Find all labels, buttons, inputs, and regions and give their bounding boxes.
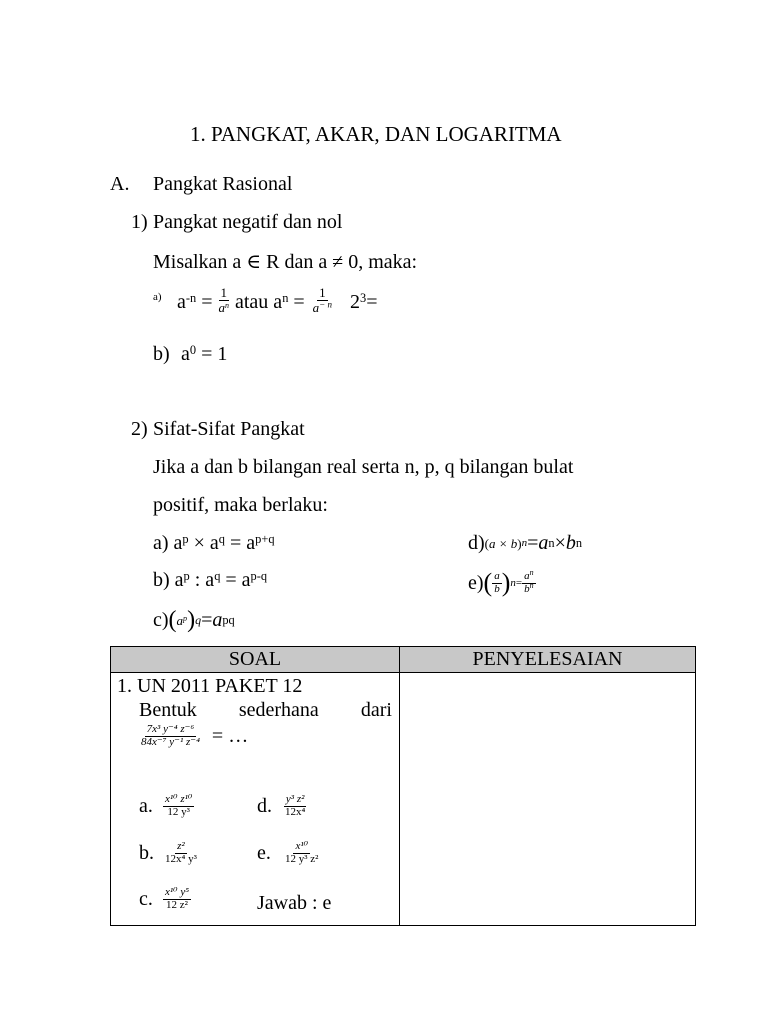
subsection-1-number: 1) — [131, 211, 148, 233]
option-d: d. $\frac{\text{y³ z²}}{\text{12x⁴}}$ — [257, 793, 306, 818]
option-a: a. $\frac{\text{x¹⁰ z¹⁰}}{\text{12 y³}}$ — [139, 793, 193, 818]
rule-b-formula: $a^0 = 1$ — [181, 342, 228, 365]
not-equal-symbol: ≠ — [332, 251, 344, 273]
sub2-line-2: positif, maka berlaku: — [153, 494, 328, 516]
solution-cell[interactable] — [400, 673, 696, 926]
subsection-1-title: Pangkat negatif dan nol — [153, 211, 343, 233]
option-c: c. $\frac{\text{x¹⁰ y⁵}}{\text{12 z²}}$ — [139, 886, 190, 911]
question-cell — [111, 673, 400, 926]
rule-a-formula: $a^{-n}$ = $\frac{1}{a^n}$ atau $a^n$ = $\frac{1}{a^{- n}}$ $2^3=$ — [177, 285, 378, 315]
property-b: b) $a^p$ : $a^q = a^{p-q}$ — [153, 568, 268, 591]
property-d: d) ( a × b ) n = a n × b n — [468, 532, 583, 554]
fraction-one-over-a-minus-n: $\frac{1}{a^{- n}}$ — [312, 285, 332, 315]
answer-text: Jawab : e — [257, 892, 332, 914]
subsection-2-number: 2) — [131, 418, 148, 440]
section-letter: A. — [110, 173, 130, 195]
sub1-intro: Misalkan a ∈ R dan a ≠ 0, maka: — [153, 251, 418, 273]
fraction-an-over-bn: $\frac{a^n}{b^n}$ — [524, 567, 534, 595]
fraction-one-over-a-n: $\frac{1}{a^n}$ — [218, 285, 229, 315]
question-title: 1. UN 2011 PAKET 12 — [117, 675, 303, 697]
rule-b-label: b) — [153, 343, 170, 365]
subsection-2-title: Sifat-Sifat Pangkat — [153, 418, 305, 440]
option-e: e. $\frac{\text{x¹⁰}}{\text{12 y³ z²}}$ — [257, 840, 319, 865]
property-c: c) ( $a^p$ ) q = a pq — [153, 607, 235, 633]
expression-fraction: $\frac{\text{7x³ y⁻⁴ z⁻⁶}}{\text{84x⁻⁷ y⁻¹ z⁻⁴}}$ — [141, 723, 200, 748]
property-e: e) ( $\frac{a}{b}$ ) n = $\frac{a^n}{b^n}$ — [468, 567, 534, 597]
element-of-symbol: ∈ — [246, 251, 262, 273]
question-stem: Bentuk sederhana dari — [139, 699, 392, 721]
fraction-a-over-b: $\frac{a}{b}$ — [494, 569, 500, 595]
header-soal: SOAL — [111, 647, 400, 673]
document-title: 1. PANGKAT, AKAR, DAN LOGARITMA — [190, 122, 562, 146]
example-two-cubed: $2^3=$ — [350, 290, 378, 314]
rule-a-label: a) — [153, 291, 162, 303]
soal-table — [110, 646, 696, 926]
header-penyelesaian: PENYELESAIAN — [400, 647, 696, 673]
question-expression: $\frac{\text{7x³ y⁻⁴ z⁻⁶}}{\text{84x⁻⁷ y⁻¹ z⁻⁴}}$ = … — [141, 723, 249, 748]
sub2-line-1: Jika a dan b bilangan real serta n, p, q bilangan bulat — [153, 456, 574, 478]
section-title: Pangkat Rasional — [153, 173, 293, 195]
option-b: b. $\frac{\text{z²}}{\text{12x⁴ y³}}$ — [139, 840, 197, 865]
property-a: a) $a^p \times a^q = a^{p+q}$ — [153, 531, 275, 554]
